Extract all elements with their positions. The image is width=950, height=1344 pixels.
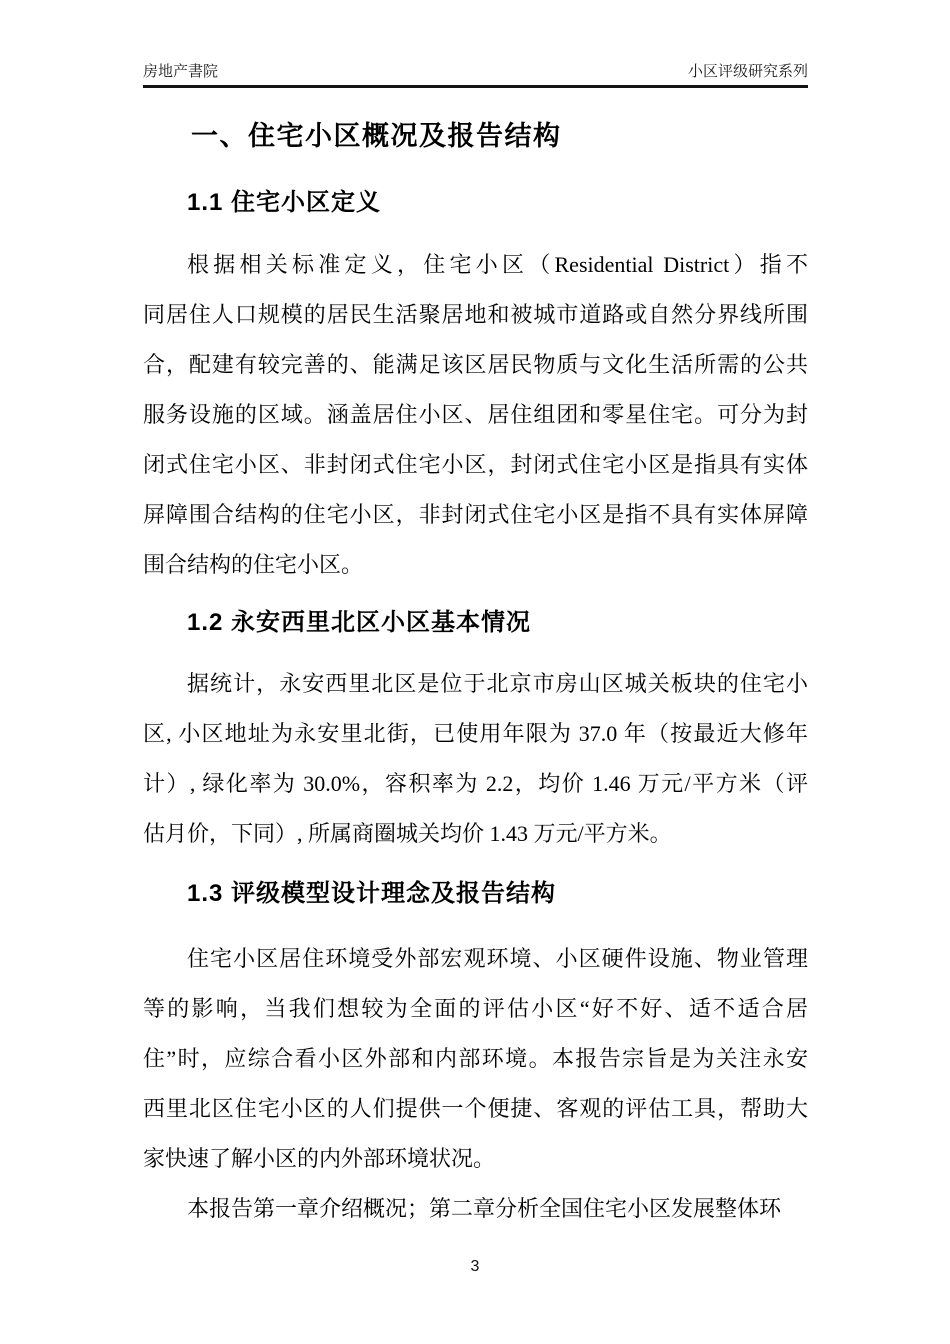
sections-container bbox=[143, 187, 808, 1234]
paragraph-line: 合，配建有较完善的、能满足该区居民物质与文化生活所需的公共 bbox=[143, 352, 808, 377]
paragraph bbox=[143, 1184, 808, 1234]
paragraph-line: 闭式住宅小区、非封闭式住宅小区，封闭式住宅小区是指具有实体 bbox=[143, 452, 808, 477]
section-heading: 1.3 评级模型设计理念及报告结构 bbox=[187, 880, 557, 907]
paragraph-line: 西里北区住宅小区的人们提供一个便捷、客观的评估工具，帮助大 bbox=[143, 1096, 808, 1121]
paragraph-line: 住宅小区居住环境受外部宏观环境、小区硬件设施、物业管理 bbox=[187, 946, 808, 971]
paragraph-line: 计）, 绿化率为 30.0%，容积率为 2.2，均价 1.46 万元/平方米（评 bbox=[143, 771, 808, 796]
paragraph-line: 住”时，应综合看小区外部和内部环境。本报告宗旨是为关注永安 bbox=[143, 1046, 808, 1071]
paragraph-line: 家快速了解小区的内外部环境状况。 bbox=[143, 1146, 496, 1171]
section-heading: 1.2 永安西里北区小区基本情况 bbox=[187, 609, 532, 636]
paragraph-line: 本报告第一章介绍概况；第二章分析全国住宅小区发展整体环 bbox=[187, 1196, 782, 1221]
section-heading: 1.1 住宅小区定义 bbox=[187, 189, 382, 216]
paragraph-line: 同居住人口规模的居民生活聚居地和被城市道路或自然分界线所围 bbox=[143, 302, 808, 327]
document-body bbox=[143, 110, 808, 1234]
chapter-title: 一、住宅小区概况及报告结构 bbox=[191, 121, 562, 151]
paragraph-line: 服务设施的区域。涵盖居住小区、居住组团和零星住宅。可分为封 bbox=[143, 402, 808, 427]
paragraph bbox=[143, 934, 808, 1184]
paragraph bbox=[143, 240, 808, 590]
paragraph-line: 根据相关标准定义，住宅小区（Residential District）指不 bbox=[187, 252, 808, 277]
paragraph-line: 等的影响，当我们想较为全面的评估小区“好不好、适不适合居 bbox=[143, 996, 808, 1021]
paragraph bbox=[143, 659, 808, 859]
page-number: 3 bbox=[470, 1258, 480, 1275]
paragraph-line: 屏障围合结构的住宅小区，非封闭式住宅小区是指不具有实体屏障 bbox=[143, 502, 808, 527]
paragraph-line: 围合结构的住宅小区。 bbox=[143, 552, 364, 577]
page-footer bbox=[0, 1256, 950, 1278]
paragraph-line: 区, 小区地址为永安里北街，已使用年限为 37.0 年（按最近大修年 bbox=[143, 721, 808, 746]
header-left-label: 房地产書院 bbox=[143, 63, 219, 80]
paragraph-line: 估月价，下同）, 所属商圈城关均价 1.43 万元/平方米。 bbox=[143, 821, 672, 846]
paragraph-line: 据统计，永安西里北区是位于北京市房山区城关板块的住宅小 bbox=[187, 671, 808, 696]
header-right-label: 小区评级研究系列 bbox=[687, 63, 808, 80]
running-header bbox=[143, 0, 808, 88]
